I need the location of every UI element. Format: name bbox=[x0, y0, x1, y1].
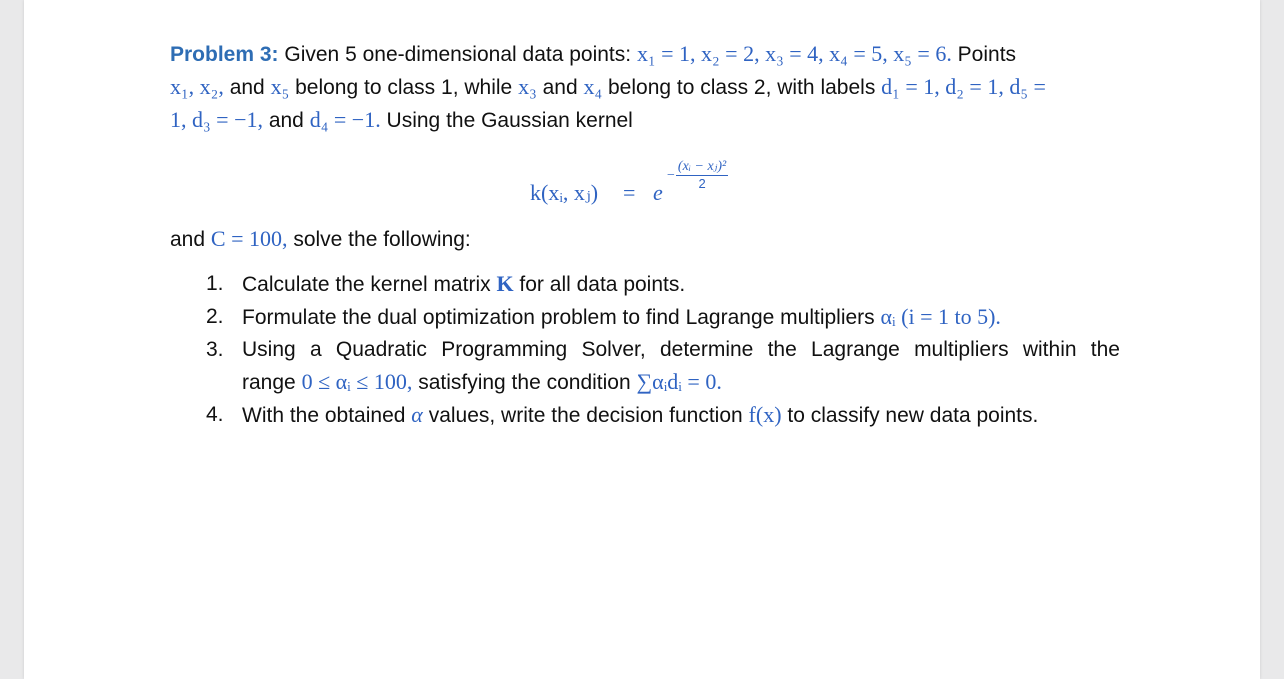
exponent-denominator: 2 bbox=[698, 176, 706, 191]
alpha-symbol: α bbox=[411, 402, 423, 427]
class2-point-x3: x₃ bbox=[518, 74, 537, 99]
labels-text: belong to class 2, with labels bbox=[608, 76, 876, 99]
problem-statement bbox=[170, 38, 1120, 137]
decision-function: f(x) bbox=[748, 402, 782, 427]
alpha-bounds: 0 ≤ αᵢ ≤ 100, bbox=[301, 369, 413, 394]
exponent-numerator: (xᵢ − xⱼ)² bbox=[677, 159, 727, 174]
and-text-4: and bbox=[170, 228, 206, 251]
intro-tail: Points bbox=[957, 43, 1017, 66]
and-text: and bbox=[229, 76, 265, 99]
problem-label: Problem 3: bbox=[170, 43, 279, 66]
item-text: range bbox=[242, 371, 296, 394]
list-item bbox=[170, 399, 1120, 432]
data-points: x₁ = 1, x₂ = 2, x₃ = 4, x₄ = 5, x₅ = 6. bbox=[636, 41, 952, 66]
class-text: belong to class 1, while bbox=[295, 76, 513, 99]
item-number: 4. bbox=[206, 403, 224, 426]
kernel-exponent: − $\frac{\text{(xᵢ − xⱼ)²}}{2}$ bbox=[667, 159, 727, 191]
item-text: values, write the decision function bbox=[428, 404, 743, 427]
item-text: Formulate the dual optimization problem to find Lagrange multipliers bbox=[242, 306, 875, 329]
item-text: Calculate the kernel matrix bbox=[242, 273, 491, 296]
label-d4: d₄ = −1. bbox=[309, 107, 381, 132]
c-parameter-line bbox=[170, 223, 1120, 256]
kernel-formula bbox=[170, 137, 1120, 221]
item-text: satisfying the condition bbox=[418, 371, 631, 394]
matrix-symbol: K bbox=[496, 271, 514, 296]
solve-text: solve the following: bbox=[293, 228, 471, 251]
list-item bbox=[170, 268, 1120, 301]
kernel-lhs: k(xᵢ, xⱼ) bbox=[530, 180, 599, 205]
and-text-2: and bbox=[542, 76, 578, 99]
item-number: 3. bbox=[206, 338, 224, 361]
list-item bbox=[170, 301, 1120, 334]
class1-points-a: x₁, x₂, bbox=[170, 74, 224, 99]
constraint-formula: ∑αᵢdᵢ = 0. bbox=[636, 369, 722, 394]
labels-values-2: 1, d₃ = −1, bbox=[170, 107, 263, 132]
kernel-equals: = bbox=[623, 180, 636, 205]
kernel-base: e bbox=[653, 180, 663, 205]
item-text: to classify new data points. bbox=[787, 404, 1039, 427]
list-item bbox=[170, 334, 1120, 399]
kernel-intro: Using the Gaussian kernel bbox=[386, 109, 633, 132]
item-number: 1. bbox=[206, 272, 224, 295]
item-text: With the obtained bbox=[242, 404, 406, 427]
labels-values: d₁ = 1, d₂ = 1, d₅ = bbox=[881, 74, 1046, 99]
and-text-3: and bbox=[268, 109, 304, 132]
class1-point-x5: x₅ bbox=[270, 74, 290, 99]
problem-body bbox=[170, 38, 1120, 432]
document-page bbox=[24, 0, 1260, 679]
class2-point-x4: x₄ bbox=[583, 74, 603, 99]
item-text: for all data points. bbox=[519, 273, 686, 296]
item-number: 2. bbox=[206, 305, 224, 328]
task-list bbox=[170, 268, 1120, 432]
c-value: C = 100, bbox=[210, 226, 288, 251]
alpha-range: αᵢ (i = 1 to 5). bbox=[880, 304, 1001, 329]
item-text: Using a Quadratic Programming Solver, determine the Lagrange multipliers within the bbox=[242, 338, 1120, 361]
intro-text: Given 5 one-dimensional data points: bbox=[284, 43, 632, 66]
